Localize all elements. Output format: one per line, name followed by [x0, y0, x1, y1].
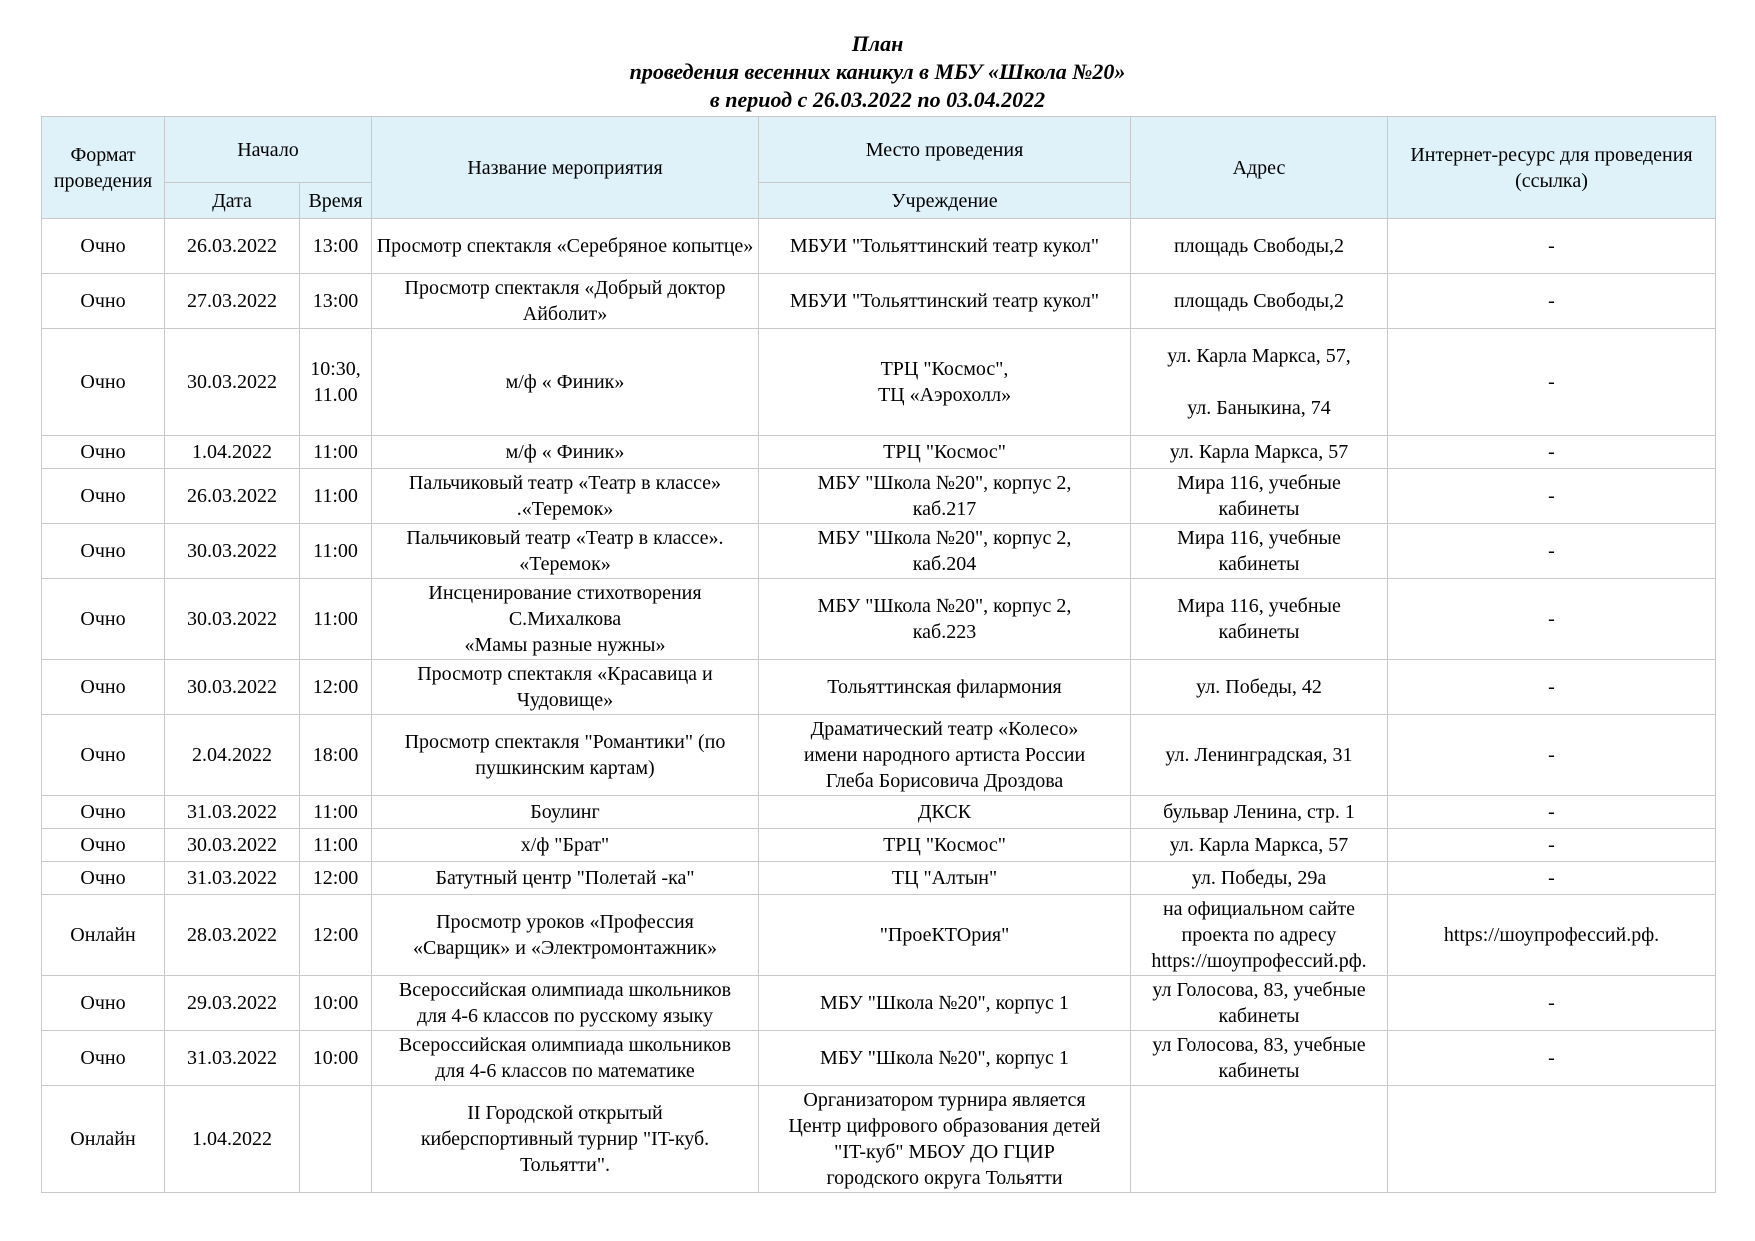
cell-link: - — [1388, 436, 1716, 469]
cell-address: ул. Победы, 42 — [1131, 660, 1388, 715]
cell-date: 1.04.2022 — [165, 436, 300, 469]
header-time: Время — [300, 183, 372, 219]
cell-time: 11:00 — [300, 829, 372, 862]
cell-address: ул. Победы, 29а — [1131, 862, 1388, 895]
cell-address: Мира 116, учебные кабинеты — [1131, 579, 1388, 660]
cell-place: ТРЦ "Космос", ТЦ «Аэрохолл» — [759, 329, 1131, 436]
table-row — [42, 796, 1716, 829]
cell-link: - — [1388, 715, 1716, 796]
table-body — [42, 219, 1716, 1193]
cell-time: 18:00 — [300, 715, 372, 796]
cell-format: Очно — [42, 1031, 165, 1086]
header-format: Формат проведения — [42, 117, 165, 219]
cell-date: 1.04.2022 — [165, 1086, 300, 1193]
cell-time: 13:00 — [300, 219, 372, 274]
cell-place: "ПроеКТОрия" — [759, 895, 1131, 976]
cell-format: Очно — [42, 329, 165, 436]
table-row — [42, 524, 1716, 579]
title-line-3: в период с 26.03.2022 по 03.04.2022 — [709, 87, 1046, 112]
cell-place: Организатором турнира является Центр цифрового образования детей "IT-куб" МБОУ ДО ГЦИР городского округа Тольятти — [759, 1086, 1131, 1193]
cell-place: ТРЦ "Космос" — [759, 436, 1131, 469]
cell-format: Онлайн — [42, 895, 165, 976]
header-institution: Учреждение — [759, 183, 1131, 219]
cell-format: Очно — [42, 660, 165, 715]
table-row — [42, 469, 1716, 524]
cell-date: 30.03.2022 — [165, 829, 300, 862]
cell-link: - — [1388, 1031, 1716, 1086]
cell-link: - — [1388, 274, 1716, 329]
cell-date: 31.03.2022 — [165, 1031, 300, 1086]
cell-event: Батутный центр "Полетай -ка" — [372, 862, 759, 895]
cell-address: Мира 116, учебные кабинеты — [1131, 524, 1388, 579]
table-row — [42, 715, 1716, 796]
cell-date: 26.03.2022 — [165, 219, 300, 274]
cell-address: ул. Ленинградская, 31 — [1131, 715, 1388, 796]
cell-link: - — [1388, 524, 1716, 579]
cell-place: ДКСК — [759, 796, 1131, 829]
cell-place: МБУ "Школа №20", корпус 2, каб.204 — [759, 524, 1131, 579]
cell-address: Мира 116, учебные кабинеты — [1131, 469, 1388, 524]
cell-event: Просмотр спектакля «Красавица и Чудовище» — [372, 660, 759, 715]
cell-event: Боулинг — [372, 796, 759, 829]
cell-format: Очно — [42, 436, 165, 469]
table-row — [42, 219, 1716, 274]
cell-format: Очно — [42, 715, 165, 796]
cell-format: Очно — [42, 796, 165, 829]
cell-place: ТРЦ "Космос" — [759, 829, 1131, 862]
cell-address: ул. Карла Маркса, 57 — [1131, 829, 1388, 862]
cell-address: ул. Карла Маркса, 57, ул. Баныкина, 74 — [1131, 329, 1388, 436]
cell-link: - — [1388, 660, 1716, 715]
cell-address: площадь Свободы,2 — [1131, 274, 1388, 329]
cell-link: - — [1388, 329, 1716, 436]
cell-format: Очно — [42, 219, 165, 274]
cell-date: 28.03.2022 — [165, 895, 300, 976]
cell-place: МБУ "Школа №20", корпус 2, каб.223 — [759, 579, 1131, 660]
header-event: Название мероприятия — [372, 117, 759, 219]
cell-event: II Городской открытый киберспортивный турнир "IT-куб. Тольятти". — [372, 1086, 759, 1193]
cell-address: ул Голосова, 83, учебные кабинеты — [1131, 1031, 1388, 1086]
cell-date: 30.03.2022 — [165, 329, 300, 436]
cell-date: 27.03.2022 — [165, 274, 300, 329]
cell-format: Очно — [42, 829, 165, 862]
cell-address — [1131, 1086, 1388, 1193]
header-place: Место проведения — [759, 117, 1131, 183]
table-row — [42, 976, 1716, 1031]
cell-time: 10:00 — [300, 1031, 372, 1086]
cell-event: м/ф « Финик» — [372, 436, 759, 469]
cell-event: Просмотр спектакля «Серебряное копытце» — [372, 219, 759, 274]
cell-time: 13:00 — [300, 274, 372, 329]
cell-link: - — [1388, 796, 1716, 829]
cell-place: Драматический театр «Колесо» имени народного артиста России Глеба Борисовича Дроздова — [759, 715, 1131, 796]
cell-link: https://шоупрофессий.рф. — [1388, 895, 1716, 976]
cell-link — [1388, 1086, 1716, 1193]
cell-date: 30.03.2022 — [165, 579, 300, 660]
cell-event: Всероссийская олимпиада школьников для 4-6 классов по русскому языку — [372, 976, 759, 1031]
cell-place: Тольяттинская филармония — [759, 660, 1131, 715]
cell-address: на официальном сайте проекта по адресу https://шоупрофессий.рф. — [1131, 895, 1388, 976]
header-start: Начало — [165, 117, 372, 183]
cell-link: - — [1388, 829, 1716, 862]
cell-event: х/ф "Брат" — [372, 829, 759, 862]
table-row — [42, 274, 1716, 329]
cell-place: МБУ "Школа №20", корпус 2, каб.217 — [759, 469, 1131, 524]
table-header — [42, 117, 1716, 219]
table-row — [42, 895, 1716, 976]
table-row — [42, 829, 1716, 862]
cell-link: - — [1388, 579, 1716, 660]
cell-link: - — [1388, 976, 1716, 1031]
cell-place: МБУИ "Тольяттинский театр кукол" — [759, 274, 1131, 329]
header-internet: Интернет-ресурс для проведения (ссылка) — [1388, 117, 1716, 219]
cell-date: 30.03.2022 — [165, 660, 300, 715]
cell-date: 31.03.2022 — [165, 796, 300, 829]
title-line-2: проведения весенних каникул в МБУ «Школа №20» — [629, 59, 1126, 84]
cell-event: Всероссийская олимпиада школьников для 4-6 классов по математике — [372, 1031, 759, 1086]
cell-date: 31.03.2022 — [165, 862, 300, 895]
cell-place: ТЦ "Алтын" — [759, 862, 1131, 895]
table-row — [42, 329, 1716, 436]
cell-time: 12:00 — [300, 895, 372, 976]
cell-event: Пальчиковый театр «Театр в классе». «Теремок» — [372, 524, 759, 579]
cell-time: 11:00 — [300, 579, 372, 660]
table-row — [42, 660, 1716, 715]
cell-date: 30.03.2022 — [165, 524, 300, 579]
cell-format: Очно — [42, 274, 165, 329]
cell-address: ул Голосова, 83, учебные кабинеты — [1131, 976, 1388, 1031]
cell-address: площадь Свободы,2 — [1131, 219, 1388, 274]
cell-date: 29.03.2022 — [165, 976, 300, 1031]
cell-time: 11:00 — [300, 436, 372, 469]
cell-address: бульвар Ленина, стр. 1 — [1131, 796, 1388, 829]
cell-event: Просмотр уроков «Профессия «Сварщик» и «Электромонтажник» — [372, 895, 759, 976]
cell-event: Просмотр спектакля "Романтики" (по пушкинским картам) — [372, 715, 759, 796]
cell-link: - — [1388, 469, 1716, 524]
cell-format: Очно — [42, 976, 165, 1031]
cell-time: 10:00 — [300, 976, 372, 1031]
table-row — [42, 1031, 1716, 1086]
table-row — [42, 579, 1716, 660]
cell-event: Инсценирование стихотворения С.Михалкова «Мамы разные нужны» — [372, 579, 759, 660]
cell-date: 2.04.2022 — [165, 715, 300, 796]
cell-link: - — [1388, 862, 1716, 895]
table-row — [42, 436, 1716, 469]
cell-event: Пальчиковый театр «Театр в классе» .«Теремок» — [372, 469, 759, 524]
header-date: Дата — [165, 183, 300, 219]
table-row — [42, 862, 1716, 895]
document-title — [0, 30, 1755, 114]
cell-place: МБУИ "Тольяттинский театр кукол" — [759, 219, 1131, 274]
cell-event: м/ф « Финик» — [372, 329, 759, 436]
cell-format: Онлайн — [42, 1086, 165, 1193]
cell-time: 11:00 — [300, 796, 372, 829]
cell-format: Очно — [42, 862, 165, 895]
cell-format: Очно — [42, 579, 165, 660]
cell-format: Очно — [42, 524, 165, 579]
cell-address: ул. Карла Маркса, 57 — [1131, 436, 1388, 469]
vacation-plan-table — [41, 116, 1716, 1193]
cell-time: 12:00 — [300, 862, 372, 895]
cell-time: 12:00 — [300, 660, 372, 715]
table-row — [42, 1086, 1716, 1193]
cell-time: 11:00 — [300, 524, 372, 579]
cell-place: МБУ "Школа №20", корпус 1 — [759, 1031, 1131, 1086]
header-address: Адрес — [1131, 117, 1388, 219]
cell-date: 26.03.2022 — [165, 469, 300, 524]
title-line-1: План — [851, 31, 904, 56]
cell-time — [300, 1086, 372, 1193]
cell-time: 11:00 — [300, 469, 372, 524]
cell-link: - — [1388, 219, 1716, 274]
cell-event: Просмотр спектакля «Добрый доктор Айболит» — [372, 274, 759, 329]
cell-format: Очно — [42, 469, 165, 524]
cell-place: МБУ "Школа №20", корпус 1 — [759, 976, 1131, 1031]
cell-time: 10:30, 11.00 — [300, 329, 372, 436]
